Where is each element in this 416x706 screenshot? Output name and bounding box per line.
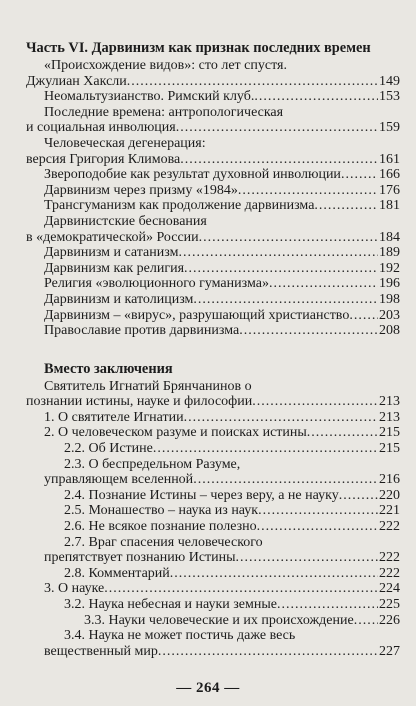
toc-entry <box>26 198 400 214</box>
entry-title: 3.4. Наука не может постичь даже весь <box>64 628 296 644</box>
entry-title: 2.3. О беспредельном Разуме, <box>64 456 241 472</box>
entry-page-number: 221 <box>379 503 400 519</box>
toc-entry <box>26 581 400 597</box>
entry-page-number: 226 <box>379 612 400 628</box>
entry-title: препятствует познанию Истины <box>44 550 236 566</box>
dot-leader <box>176 120 378 136</box>
entry-title: 2.6. Не всякое познание полезно <box>64 519 257 535</box>
toc-entry <box>26 394 400 410</box>
entry-page-number: 189 <box>379 245 400 261</box>
dot-leader <box>153 441 378 457</box>
page-number: — 264 — <box>176 680 240 696</box>
dot-leader <box>257 519 378 535</box>
dot-leader <box>339 488 378 504</box>
entry-title: 2.8. Комментарий <box>64 565 170 581</box>
entry-page-number: 222 <box>379 519 400 535</box>
toc-entry <box>26 167 400 183</box>
toc-entry <box>26 597 400 613</box>
entry-title: Трансгуманизм как продолжение дарвинизма <box>44 198 315 214</box>
entry-page-number: 215 <box>379 441 400 457</box>
dot-leader <box>354 613 378 629</box>
toc-entry <box>26 276 400 292</box>
table-of-contents <box>26 40 400 659</box>
toc-entry <box>26 136 400 152</box>
dot-leader <box>178 245 378 261</box>
toc-entry <box>26 441 400 457</box>
dot-leader <box>104 581 378 597</box>
toc-entry <box>26 89 400 105</box>
dot-leader <box>170 566 378 582</box>
toc-entry <box>26 535 400 551</box>
entry-page-number: 216 <box>379 472 400 488</box>
toc-entry <box>26 292 400 308</box>
toc-entry <box>26 628 400 644</box>
entry-page-number: 213 <box>379 409 400 425</box>
entry-title: Святитель Игнатий Брянчанинов о <box>44 378 252 394</box>
entry-title: Дарвинистские беснования <box>44 213 207 229</box>
entry-title: 2.2. Об Истине <box>64 441 153 457</box>
entry-title: 2.7. Враг спасения человеческого <box>64 534 263 550</box>
dot-leader <box>341 167 378 183</box>
toc-entry <box>26 503 400 519</box>
entry-page-number: 196 <box>379 276 400 292</box>
dot-leader <box>254 89 378 105</box>
toc-entry <box>26 58 400 74</box>
toc-entry <box>26 425 400 441</box>
entry-page-number: 181 <box>379 198 400 214</box>
entry-title: познании истины, науке и философии <box>26 394 253 410</box>
dot-leader <box>314 198 378 214</box>
section-heading: Вместо заключения <box>44 360 173 377</box>
entry-title: Религия «эволюционного гуманизма» <box>44 276 269 292</box>
toc-entry <box>26 457 400 473</box>
toc-entry <box>26 410 400 426</box>
entry-title: Звероподобие как результат духовной инволюции <box>44 167 341 183</box>
entry-page-number: 220 <box>379 487 400 503</box>
section-gap <box>26 339 400 361</box>
entry-page-number: 225 <box>379 597 400 612</box>
entry-title: «Происхождение видов»: сто лет спустя. <box>44 58 287 73</box>
dot-leader <box>127 74 378 90</box>
dot-leader <box>193 472 378 488</box>
entry-title: Православие против дарвинизма <box>44 323 240 339</box>
entry-title: версия Григория Климова <box>26 151 181 167</box>
dot-leader <box>199 230 378 246</box>
entry-title: Последние времена: антропологическая <box>44 104 284 120</box>
entry-page-number: 203 <box>379 307 400 323</box>
entry-title: 3.2. Наука небесная и науки земные <box>64 597 277 612</box>
dot-leader <box>236 550 378 566</box>
toc-entry <box>26 488 400 504</box>
dot-leader <box>307 425 378 441</box>
dot-leader <box>180 152 378 168</box>
entry-title: управляющем вселенной <box>44 472 194 488</box>
section-heading: Часть VI. Дарвинизм как признак последних времен <box>26 40 371 56</box>
entry-page-number: 213 <box>379 394 400 410</box>
toc-entry <box>26 105 400 121</box>
toc-entry <box>26 230 400 246</box>
entry-page-number: 224 <box>379 581 400 597</box>
entry-title: Джулиан Хаксли <box>26 73 127 89</box>
entry-title: Неомальтузианство. Римский клуб. <box>44 89 255 105</box>
dot-leader <box>238 183 378 199</box>
dot-leader <box>349 308 378 324</box>
toc-entry <box>26 566 400 582</box>
entry-title: Человеческая дегенерация: <box>44 135 206 151</box>
toc-entry <box>26 74 400 90</box>
toc-entry <box>26 214 400 230</box>
entry-page-number: 208 <box>379 323 400 339</box>
entry-title: 2.4. Познание Истины – через веру, а не науку <box>64 487 339 503</box>
toc-entry <box>26 183 400 199</box>
dot-leader <box>193 292 378 308</box>
dot-leader <box>258 503 378 519</box>
toc-entry <box>26 550 400 566</box>
entry-page-number: 198 <box>379 291 400 307</box>
dot-leader <box>239 323 378 339</box>
dot-leader <box>184 410 378 426</box>
dot-leader <box>252 394 378 410</box>
entry-title: Дарвинизм и католицизм <box>44 291 194 307</box>
entry-page-number: 222 <box>379 565 400 581</box>
toc-entry <box>26 152 400 168</box>
dot-leader <box>184 261 378 277</box>
entry-page-number: 166 <box>379 167 400 183</box>
toc-entry <box>26 120 400 136</box>
entry-title: Дарвинизм и сатанизм <box>44 245 179 261</box>
entry-page-number: 161 <box>379 151 400 167</box>
entry-page-number: 227 <box>379 643 400 659</box>
entry-title: Дарвинизм как религия <box>44 260 185 276</box>
entry-title: 1. О святителе Игнатии <box>44 409 184 425</box>
entry-page-number: 159 <box>379 120 400 136</box>
toc-entry <box>26 261 400 277</box>
entry-title: 3.3. Науки человеческие и их происхождение <box>84 612 354 628</box>
toc-entry <box>26 613 400 629</box>
entry-title: Дарвинизм – «вирус», разрушающий христианство <box>44 307 350 323</box>
dot-leader <box>269 276 378 292</box>
toc-entry <box>26 644 400 660</box>
entry-title: вещественный мир <box>44 643 158 659</box>
dot-leader <box>158 644 378 660</box>
toc-entry <box>26 379 400 395</box>
entry-page-number: 149 <box>379 73 400 89</box>
toc-entry <box>26 245 400 261</box>
dot-leader <box>277 597 378 613</box>
entry-title: 3. О науке <box>44 581 105 597</box>
entry-page-number: 176 <box>379 182 400 198</box>
entry-title: 2.5. Монашество – наука из наук <box>64 503 259 519</box>
entry-page-number: 153 <box>379 89 400 105</box>
entry-title: и социальная инволюция <box>26 120 176 136</box>
entry-title: 2. О человеческом разуме и поисках истины <box>44 425 307 441</box>
toc-entry <box>26 472 400 488</box>
entry-page-number: 215 <box>379 425 400 441</box>
toc-entry <box>26 308 400 324</box>
entry-title: Дарвинизм через призму «1984» <box>44 182 238 198</box>
entry-page-number: 184 <box>379 229 400 245</box>
entry-title: в «демократической» России <box>26 229 199 245</box>
toc-entry <box>26 323 400 339</box>
entry-page-number: 222 <box>379 550 400 566</box>
entry-page-number: 192 <box>379 260 400 276</box>
toc-entry <box>26 519 400 535</box>
